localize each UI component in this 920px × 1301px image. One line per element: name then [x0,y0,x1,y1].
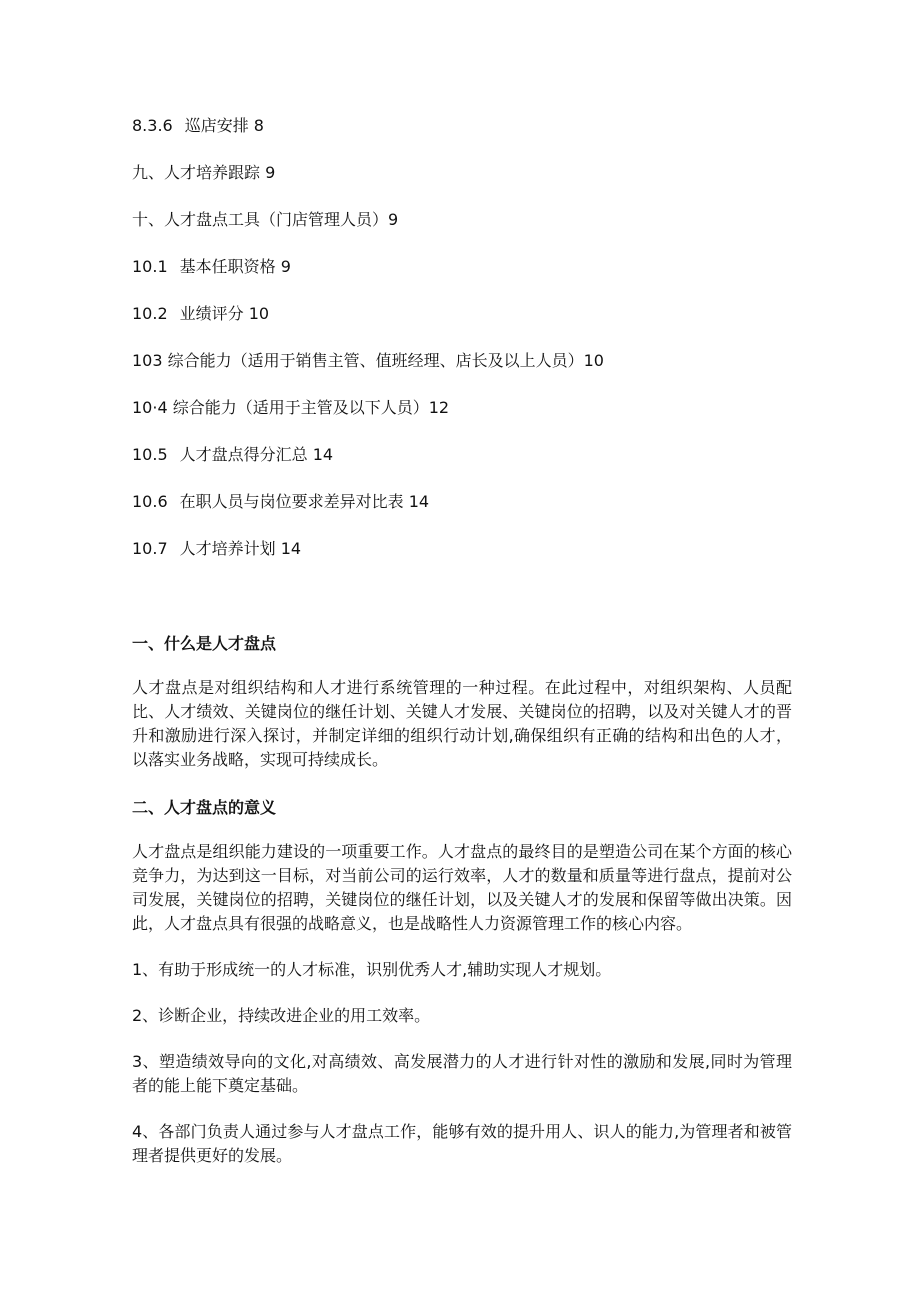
toc-item-number: 8.3.6 [132,116,173,135]
toc-item-title: 10·4 综合能力（适用于主管及以下人员）12 [132,398,450,417]
toc-item-10[interactable] [132,206,832,253]
toc-item-8-3-6[interactable] [132,112,832,159]
toc-item-number: 10.1 [132,257,168,276]
toc-item-number: 10.7 [132,539,168,558]
section-heading-significance: 二、人才盘点的意义 [132,798,277,817]
numbered-point-2: 2、诊断企业，持续改进企业的用工效率。 [132,1006,431,1025]
numbered-point-4: 4、各部门负责人通过参与人才盘点工作，能够有效的提升用人、识人的能力,为管理者和被管理者提供更好的发展。 [132,1122,792,1165]
toc-item-10-4[interactable] [132,394,832,441]
numbered-point-1: 1、有助于形成统一的人才标准，识别优秀人才,辅助实现人才规划。 [132,960,612,979]
toc-item-title: 人才培养计划 14 [179,539,302,558]
toc-item-10-3[interactable] [132,347,832,394]
numbered-point-3: 3、塑造绩效导向的文化,对高绩效、高发展潜力的人才进行针对性的激励和发展,同时为管理者的能上能下奠定基础。 [132,1052,792,1095]
toc-item-title: 业绩评分 10 [179,304,270,323]
toc-item-10-1[interactable] [132,253,832,300]
toc-item-title: 基本任职资格 9 [179,257,291,276]
table-of-contents [132,112,832,582]
document-body [132,630,792,1190]
section-heading-what-is: 一、什么是人才盘点 [132,634,277,653]
section-paragraph: 人才盘点是对组织结构和人才进行系统管理的一种过程。在此过程中，对组织架构、人员配比、人才绩效、关键岗位的继任计划、关键人才发展、关键岗位的招聘，以及对关键人才的晋升和激励进行深入探讨，并制定详细的组织行动计划,确保组织有正确的结构和出色的人才，以落实业务战略，实现可持续成长。 [132,678,792,769]
toc-item-title: 在职人员与岗位要求差异对比表 14 [179,492,430,511]
toc-item-title: 九、人才培养跟踪 9 [132,163,276,182]
toc-item-10-2[interactable] [132,300,832,347]
toc-item-10-5[interactable] [132,441,832,488]
toc-item-title: 人才盘点得分汇总 14 [179,445,334,464]
toc-item-number: 10.5 [132,445,168,464]
toc-item-10-6[interactable] [132,488,832,535]
toc-item-9[interactable] [132,159,832,206]
toc-item-title: 巡店安排 8 [184,116,264,135]
toc-item-number: 10.6 [132,492,168,511]
toc-item-title: 103 综合能力（适用于销售主管、值班经理、店长及以上人员）10 [132,351,604,370]
toc-item-title: 十、人才盘点工具（门店管理人员）9 [132,210,399,229]
toc-item-10-7[interactable] [132,535,832,582]
toc-item-number: 10.2 [132,304,168,323]
section-paragraph: 人才盘点是组织能力建设的一项重要工作。人才盘点的最终目的是塑造公司在某个方面的核心竞争力，为达到这一目标，对当前公司的运行效率，人才的数量和质量等进行盘点，提前对公司发展，关键岗位的招聘，关键岗位的继任计划，以及关键人才的发展和保留等做出决策。因此，人才盘点具有很强的战略意义，也是战略性人力资源管理工作的核心内容。 [132,842,792,933]
